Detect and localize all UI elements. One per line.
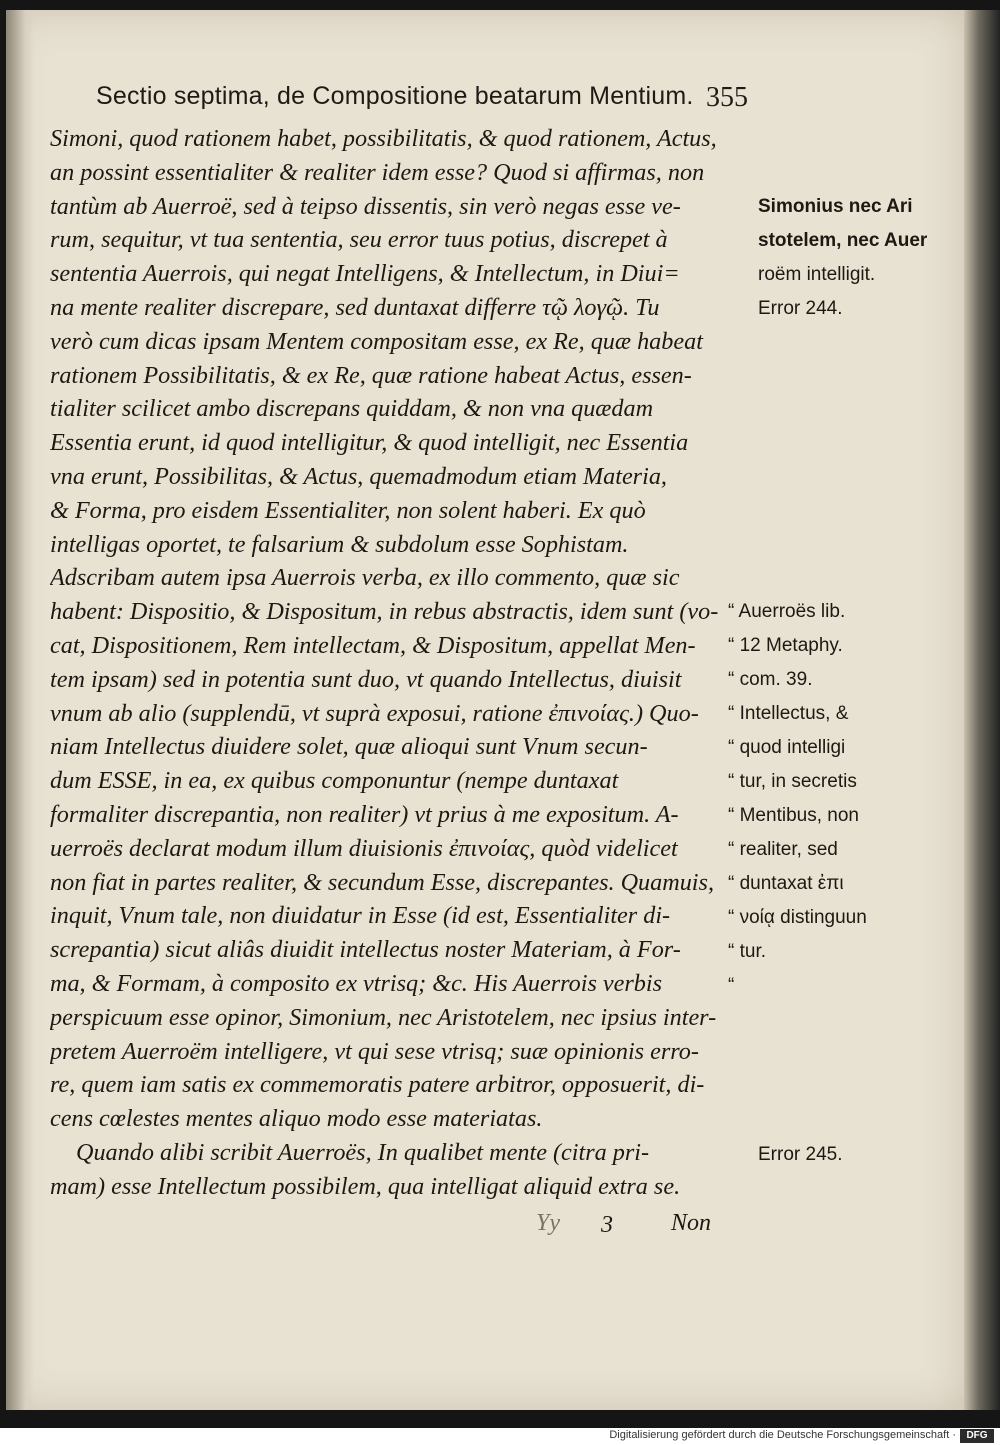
margin-quote-note: “ com. 39.	[728, 669, 813, 690]
margin-quote-note: “ tur, in secretis	[728, 771, 857, 792]
footer-credit: Digitalisierung gefördert durch die Deutsche Forschungsgemeinschaft ·	[609, 1429, 956, 1441]
text-line: vna erunt, Possibilitas, & Actus, quemadmodum etiam Materia,	[50, 462, 667, 490]
book-page	[6, 10, 964, 1410]
margin-note-simonius: Simonius nec Ari	[758, 196, 913, 217]
text-line: tialiter scilicet ambo discrepans quiddam, & non vna quædam	[50, 395, 654, 423]
text-line: cat, Dispositionem, Rem intellectam, & Dispositum, appellat Men-	[50, 631, 696, 659]
text-line: formaliter discrepantia, non realiter) vt prius à me expositum. A-	[50, 800, 679, 828]
margin-quote-note: “ tur.	[728, 941, 767, 962]
margin-quote-note: “ realiter, sed	[728, 839, 838, 860]
text-line: rum, sequitur, vt tua sententia, seu error tuus potius, discrepet à	[50, 226, 668, 254]
text-line: rationem Possibilitatis, & ex Re, quæ ratione habeat Actus, essen-	[50, 361, 692, 389]
margin-note-error-245: Error 245.	[758, 1144, 843, 1165]
catchword-line	[536, 1210, 766, 1246]
text-line: an possint essentialiter & realiter idem esse? Quod si affirmas, non	[50, 158, 705, 186]
margin-note-simonius: stotelem, nec Auer	[758, 230, 928, 251]
body-text	[50, 122, 750, 1204]
text-line: Essentia erunt, id quod intelligitur, & quod intelligit, nec Essentia	[50, 429, 689, 457]
page-edge-shadow	[964, 10, 1000, 1410]
footer-bar	[0, 1428, 1000, 1445]
text-line: Quando alibi scribit Auerroës, In qualibet mente (citra pri-	[76, 1138, 650, 1166]
text-line: dum ESSE, in ea, ex quibus componuntur (nempe duntaxat	[50, 767, 619, 795]
margin-quote-note: “ duntaxat ἐπι	[728, 873, 844, 894]
margin-quote-note: “ 12 Metaphy.	[728, 635, 843, 656]
margin-note-simonius: roëm intelligit.	[758, 264, 876, 285]
text-line: ma, & Formam, à composito ex vtrisq; &c. His Auerrois verbis	[50, 969, 663, 997]
text-line: tantùm ab Auerroë, sed à teipso dissentis, sin verò negas esse ve-	[50, 192, 681, 220]
text-line: screpantia) sicut aliâs diuidit intellectus noster Materiam, à For-	[50, 936, 681, 964]
dfg-logo: DFG	[960, 1429, 994, 1443]
text-line: cens cœlestes mentes aliquo modo esse materiatas.	[50, 1105, 543, 1133]
signature-number: 3	[601, 1212, 613, 1238]
text-line: inquit, Vnum tale, non diuidatur in Esse (id est, Essentialiter di-	[50, 902, 671, 930]
text-line: tem ipsam) sed in potentia sunt duo, vt quando Intellectus, diuisit	[50, 665, 682, 693]
text-line: Simoni, quod rationem habet, possibilitatis, & quod rationem, Actus,	[50, 125, 717, 152]
text-line: Adscribam autem ipsa Auerrois verba, ex illo commento, quæ sic	[50, 564, 680, 592]
margin-quote-note: “ νοίᾳ distinguun	[728, 907, 867, 928]
catchword: Non	[671, 1210, 712, 1236]
signature-mark: Yy	[536, 1210, 560, 1236]
text-line: niam Intellectus diuidere solet, quæ alioqui sunt Vnum secun-	[50, 733, 648, 761]
text-line: intelligas oportet, te falsarium & subdolum esse Sophistam.	[50, 530, 629, 558]
text-line: sententia Auerrois, qui negat Intelligens, & Intellectum, in Diui=	[50, 260, 680, 288]
margin-quote-note: “ Intellectus, &	[728, 703, 849, 724]
text-line: habent: Dispositio, & Dispositum, in rebus abstractis, idem sunt (vo-	[50, 598, 719, 626]
text-line: uerroës declarat modum illum diuisionis ἐπινοίας, quòd videlicet	[50, 834, 678, 862]
text-line: non fiat in partes realiter, & secundum Esse, discrepantes. Quamuis,	[50, 868, 714, 896]
margin-quote-note: “	[728, 975, 735, 996]
text-line: & Forma, pro eisdem Essentialiter, non solent haberi. Ex quò	[50, 496, 646, 524]
running-head: Sectio septima, de Compositione beatarum Mentium.	[96, 82, 694, 110]
text-line: vnum ab alio (supplendū, vt suprà exposui, ratione ἐπινοίας.) Quo-	[50, 699, 699, 727]
text-line: re, quem iam satis ex commemoratis patere arbitror, opposuerit, di-	[50, 1071, 705, 1099]
text-line: pretem Auerroëm intelligere, vt qui sese vtrisq; suæ opinionis erro-	[50, 1037, 699, 1065]
text-line: perspicuum esse opinor, Simonium, nec Aristotelem, nec ipsius inter-	[50, 1003, 717, 1031]
page-number: 355	[706, 82, 748, 113]
margin-quote-note: “ Auerroës lib.	[728, 601, 846, 622]
text-line: mam) esse Intellectum possibilem, qua intelligat aliquid extra se.	[50, 1172, 681, 1200]
margin-quote-note: “ quod intelligi	[728, 737, 846, 758]
margin-note-error-244: Error 244.	[758, 298, 843, 319]
margin-quote-note: “ Mentibus, non	[728, 805, 859, 826]
page-gutter	[6, 10, 34, 1410]
text-line: verò cum dicas ipsam Mentem compositam esse, ex Re, quæ habeat	[50, 327, 703, 355]
text-line: na mente realiter discrepare, sed duntaxat differre τῷ λογῷ. Tu	[50, 293, 660, 321]
